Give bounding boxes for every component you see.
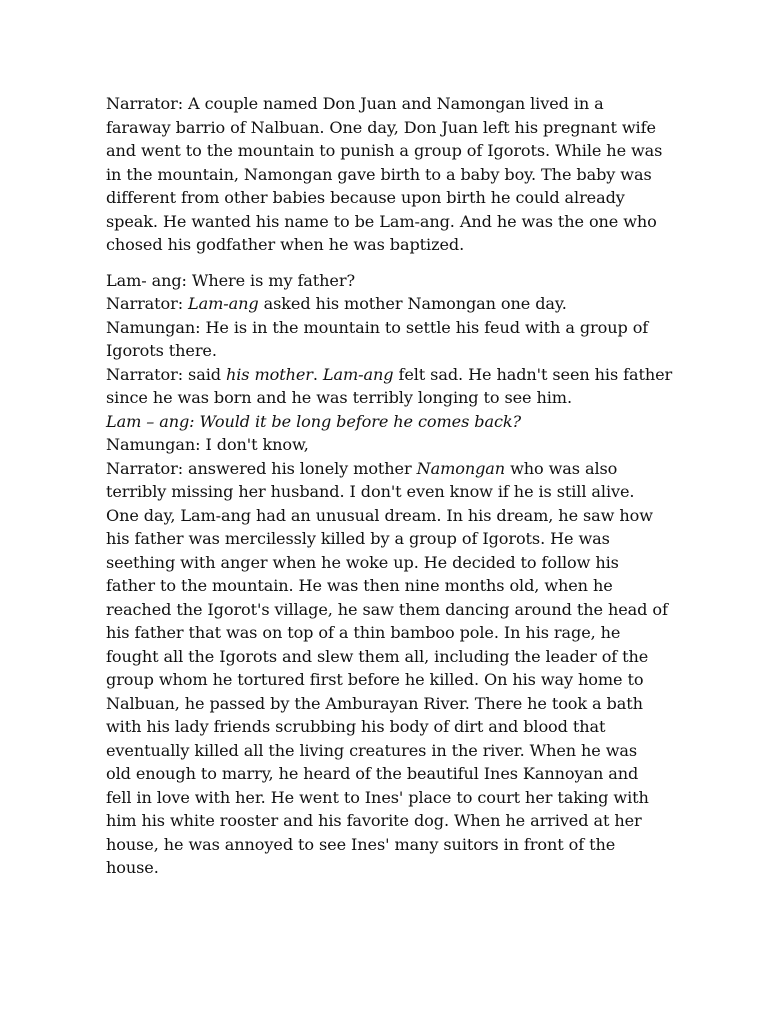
story-line: terribly missing her husband. I don't even know if he is still alive. (106, 482, 635, 501)
story-line: Nalbuan, he passed by the Amburayan River. There he took a bath (106, 693, 643, 713)
italic-text: Lam-ang (188, 294, 259, 313)
story-line: father to the mountain. He was then nine months old, when he (106, 576, 613, 595)
story-line: fell in love with her. He went to Ines' place to court her taking with (106, 787, 649, 807)
dialogue-line: Namungan: He is in the mountain to settle his feud with a group of (106, 317, 649, 337)
intro-paragraph (106, 92, 728, 257)
story-line: fought all the Igorots and slew them all, including the leader of the (106, 646, 649, 666)
italic-text: Lam-ang (322, 364, 394, 384)
text-line: speak. He wanted his name to be Lam-ang. And he was the one who (106, 211, 657, 231)
story-line: group whom he tortured first before he killed. On his way home to (106, 670, 644, 689)
text-line: in the mountain, Namongan gave birth to a baby boy. The baby was (106, 164, 652, 184)
text-line: and went to the mountain to punish a group of Igorots. While he was (106, 141, 663, 160)
dialogue-line (106, 292, 728, 316)
italic-text: Lam – ang: Would it be long before he comes back? (106, 411, 522, 431)
text-run: felt sad. He hadn't seen his father (393, 364, 673, 384)
dialogue-line (106, 363, 728, 387)
story-line: with his lady friends scrubbing his body of dirt and blood that (106, 717, 606, 736)
dialogue-line: Igorots there. (106, 341, 217, 360)
story-line: reached the Igorot's village, he saw them dancing around the head of (106, 599, 668, 619)
text-line: Narrator: A couple named Don Juan and Namongan lived in a (106, 94, 604, 113)
text-run: who was also (505, 458, 618, 478)
dialogue-line (106, 410, 728, 434)
text-line: chosed his godfather when he was baptized. (106, 235, 465, 254)
paragraph-gap (106, 257, 728, 269)
story-line: his father that was on top of a thin bamboo pole. In his rage, he (106, 623, 621, 642)
dialogue-paragraph (106, 269, 728, 880)
dialogue-line: since he was born and he was terribly longing to see him. (106, 388, 572, 407)
dialogue-line: Namungan: I don't know, (106, 435, 309, 454)
story-line: him his white rooster and his favorite dog. When he arrived at her (106, 811, 642, 830)
speaker-text: Narrator: said (106, 364, 226, 384)
italic-text: his mother (225, 364, 313, 384)
text-run: . (312, 364, 323, 384)
dialogue-line (106, 457, 728, 481)
story-line: seething with anger when he woke up. He decided to follow his (106, 552, 619, 572)
text-run: asked his mother Namongan one day. (258, 294, 567, 313)
dialogue-line: Lam- ang: Where is my father? (106, 270, 355, 290)
story-line: house, he was annoyed to see Ines' many suitors in front of the (106, 834, 616, 854)
speaker-text: Narrator: answered his lonely mother (106, 458, 417, 478)
story-line: One day, Lam-ang had an unusual dream. In his dream, he saw how (106, 505, 653, 525)
story-line: his father was mercilessly killed by a group of Igorots. He was (106, 529, 610, 548)
story-line: old enough to marry, he heard of the beautiful Ines Kannoyan and (106, 764, 639, 783)
story-line: eventually killed all the living creatures in the river. When he was (106, 740, 638, 760)
story-line: house. (106, 858, 159, 877)
text-line: different from other babies because upon birth he could already (106, 188, 625, 207)
speaker-text: Narrator: (106, 294, 189, 313)
text-line: faraway barrio of Nalbuan. One day, Don Juan left his pregnant wife (106, 117, 656, 137)
italic-text: Namongan (416, 458, 506, 478)
